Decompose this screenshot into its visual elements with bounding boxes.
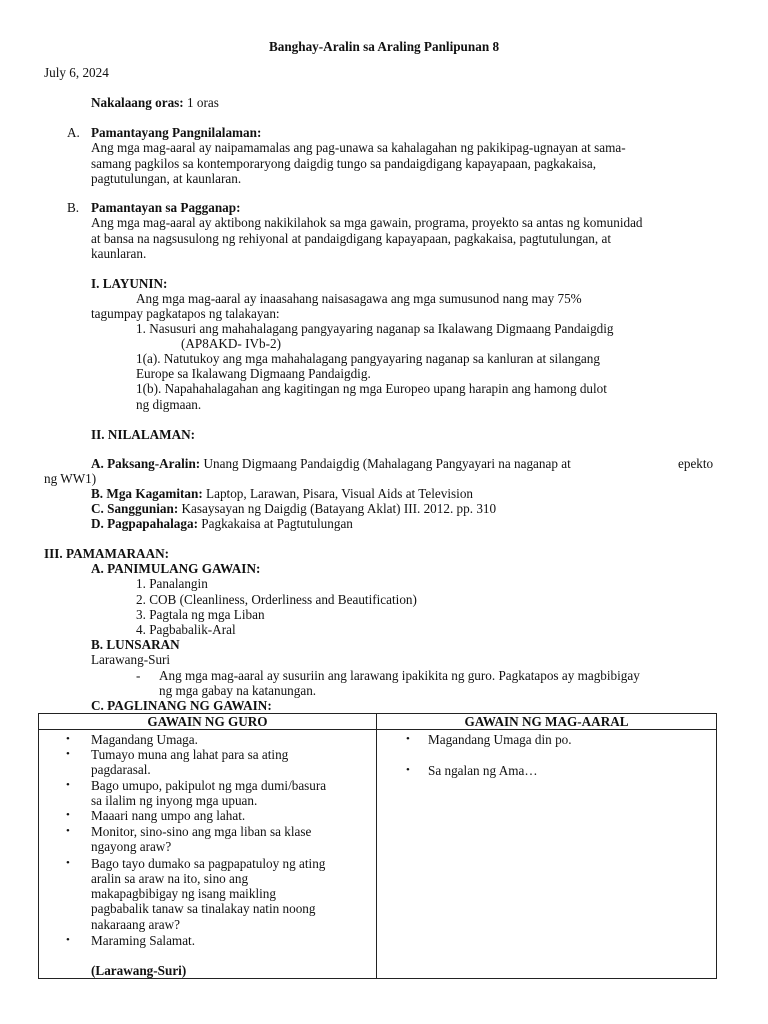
section-a-title: Pamantayang Pangnilalaman: — [91, 125, 262, 140]
section-b-line: Ang mga mag-aaral ay aktibong nakikilahok sa mga gawain, programa, proyekto sa antas ng komunidad — [91, 215, 643, 230]
pamamaraan-heading: III. PAMAMARAAN: — [44, 546, 170, 561]
kagamitan-value: Laptop, Larawan, Pisara, Visual Aids at Television — [202, 486, 474, 501]
guro-item: Bago tayo dumako sa pagpapatuloy ng ating — [91, 856, 326, 871]
nilalaman-heading: II. NILALAMAN: — [91, 427, 196, 442]
guro-item: makapagbibigay ng isang maikling — [91, 886, 276, 901]
guro-item: pagbabalik tanaw sa tinalakay natin noong — [91, 901, 316, 916]
guro-cell — [39, 730, 377, 979]
bullet-icon: • — [66, 825, 70, 837]
guro-closing: (Larawang-Suri) — [91, 963, 187, 978]
lunsaran-text: Ang mga mag-aaral ay susuriin ang larawang ipakikita ng guro. Pagkatapos ay magbibigay — [159, 668, 640, 683]
layunin-intro: tagumpay pagkatapos ng talakayan: — [91, 306, 280, 321]
objective-1: 1. Nasusuri ang mahahalagang pangyayaring naganap sa Ikalawang Digmaang Pandaigdig — [136, 321, 614, 336]
panimulang-heading: A. PANIMULANG GAWAIN: — [91, 561, 261, 576]
guro-item: Tumayo muna ang lahat para sa ating — [91, 747, 289, 762]
section-b-letter: B. — [67, 200, 80, 215]
table-row — [39, 730, 717, 979]
header-guro: GAWAIN NG GURO — [39, 714, 377, 730]
bullet-icon: • — [66, 779, 70, 791]
sanggunian-label: C. Sanggunian: — [91, 501, 179, 516]
bullet-icon: • — [66, 748, 70, 760]
time-value: 1 oras — [183, 95, 219, 110]
bullet-icon: • — [66, 733, 70, 745]
bullet-icon: • — [406, 733, 410, 745]
pagpapahalaga-label: D. Pagpapahalaga: — [91, 516, 198, 531]
paksang-aralin — [91, 456, 571, 471]
document-title: Banghay-Aralin sa Araling Panlipunan 8 — [268, 39, 500, 54]
objective-1b: ng digmaan. — [136, 397, 202, 412]
layunin-heading: I. LAYUNIN: — [91, 276, 168, 291]
time-label: Nakalaang oras: — [91, 95, 184, 110]
activity-table — [38, 713, 717, 979]
guro-item: Maaari nang umpo ang lahat. — [91, 808, 246, 823]
paksang-aralin-label: A. Paksang-Aralin: — [91, 456, 201, 471]
lesson-date: July 6, 2024 — [44, 65, 109, 80]
kagamitan — [91, 486, 473, 501]
panimulang-item: 2. COB (Cleanliness, Orderliness and Beautification) — [136, 592, 417, 607]
objective-1b: 1(b). Napahahalagahan ang kagitingan ng mga Europeo upang harapin ang hamong dulot — [136, 381, 607, 396]
section-b-line: at bansa na nagsusulong ng rehiyonal at pandaigdigang kapayapaan, pagkakaisa, pagtutulungan, at — [91, 231, 612, 246]
section-a-line: pagtutulungan, at kaunlaran. — [91, 171, 242, 186]
lunsaran-subheading: Larawang-Suri — [91, 652, 171, 667]
layunin-intro: Ang mga mag-aaral ay inaasahang naisasagawa ang mga sumusunod nang may 75% — [136, 291, 582, 306]
panimulang-item: 3. Pagtala ng mga Liban — [136, 607, 265, 622]
table-header-row — [39, 714, 717, 730]
section-b-title: Pamantayan sa Pagganap: — [91, 200, 241, 215]
guro-item: Monitor, sino-sino ang mga liban sa klase — [91, 824, 312, 839]
objective-1a: Europe sa Ikalawang Digmaang Pandaigdig. — [136, 366, 371, 381]
guro-item: Maraming Salamat. — [91, 933, 196, 948]
section-a-line: samang pagkilos sa kontemporaryong daigdig tungo sa pandaigdigang kapayapaan, pagkakaisa, — [91, 156, 597, 171]
paksang-aralin-value: Unang Digmaang Pandaigdig (Mahalagang Pangyayari na naganap at — [200, 456, 571, 471]
guro-item: aralin sa araw na ito, sino ang — [91, 871, 249, 886]
time-allotment — [91, 95, 219, 110]
paksang-aralin-tail: epekto — [678, 456, 714, 471]
panimulang-item: 1. Panalangin — [136, 576, 208, 591]
bullet-icon: • — [66, 934, 70, 946]
guro-item: pagdarasal. — [91, 762, 151, 777]
kagamitan-label: B. Mga Kagamitan: — [91, 486, 203, 501]
guro-item: ngayong araw? — [91, 839, 172, 854]
pagpapahalaga-value: Pagkakaisa at Pagtutulungan — [197, 516, 353, 531]
guro-item: sa ilalim ng inyong mga upuan. — [91, 793, 258, 808]
bullet-icon: • — [66, 857, 70, 869]
bullet-icon: • — [66, 809, 70, 821]
lunsaran-dash: - — [136, 668, 141, 683]
mag-aaral-item: Sa ngalan ng Ama… — [428, 763, 538, 778]
paglinang-heading: C. PAGLINANG NG GAWAIN: — [91, 698, 272, 713]
objective-1-code: (AP8AKD- IVb-2) — [181, 336, 281, 351]
guro-item: Bago umupo, pakipulot ng mga dumi/basura — [91, 778, 327, 793]
pagpapahalaga — [91, 516, 353, 531]
mag-aaral-cell — [377, 730, 717, 979]
panimulang-item: 4. Pagbabalik-Aral — [136, 622, 236, 637]
mag-aaral-item: Magandang Umaga din po. — [428, 732, 572, 747]
sanggunian — [91, 501, 496, 516]
header-mag-aaral: GAWAIN NG MAG-AARAL — [377, 714, 717, 730]
section-a-line: Ang mga mag-aaral ay naipamamalas ang pag-unawa sa kahalagahan ng pakikipag-ugnayan at sama- — [91, 140, 626, 155]
paksang-aralin-cont: ng WW1) — [44, 471, 97, 486]
guro-item: nakaraang araw? — [91, 917, 180, 932]
lunsaran-text: ng mga gabay na katanungan. — [159, 683, 317, 698]
section-b-line: kaunlaran. — [91, 246, 147, 261]
lunsaran-heading: B. LUNSARAN — [91, 637, 180, 652]
bullet-icon: • — [406, 764, 410, 776]
guro-item: Magandang Umaga. — [91, 732, 198, 747]
sanggunian-value: Kasaysayan ng Daigdig (Batayang Aklat) III. 2012. pp. 310 — [178, 501, 497, 516]
section-a-letter: A. — [67, 125, 80, 140]
objective-1a: 1(a). Natutukoy ang mga mahahalagang pangyayaring naganap sa kanluran at silangang — [136, 351, 600, 366]
